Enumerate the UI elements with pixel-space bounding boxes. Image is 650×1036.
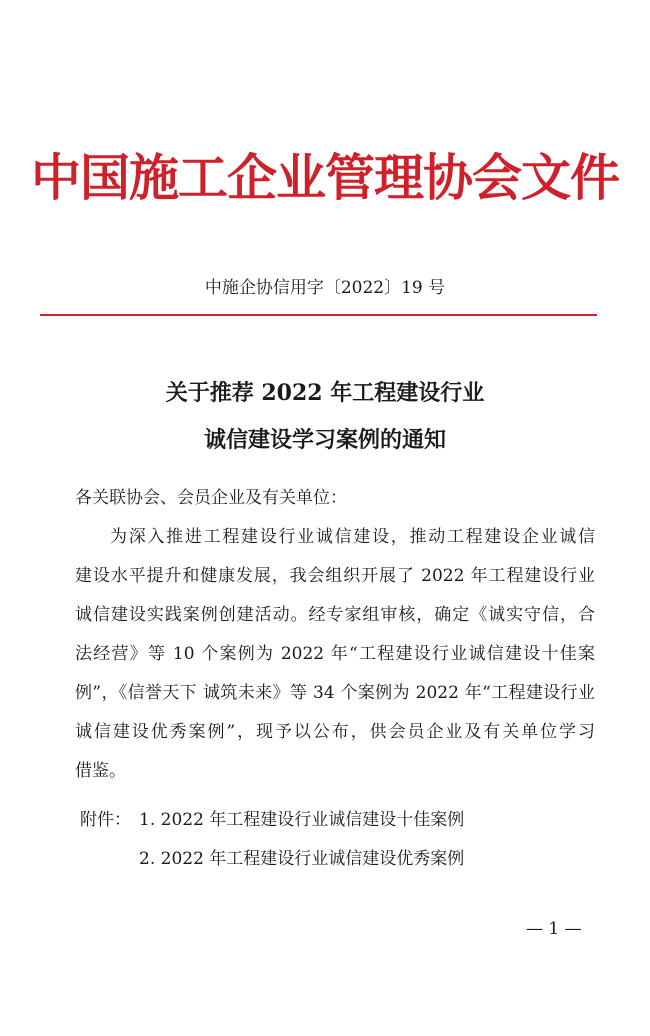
body-line: 建设水平提升和健康发展，我会组织开展了 2022 年工程建设行业 [75, 566, 595, 586]
notice-title-line-2: 诚信建设学习案例的通知 [203, 427, 446, 453]
body-line: 诚信建设优秀案例”，现予以公布，供会员企业及有关单位学习 [75, 722, 595, 742]
org-header: 中国施工企业管理协会文件 [31, 149, 619, 207]
body-line: 诚信建设实践案例创建活动。经专家组审核，确定《诚实守信，合 [75, 605, 595, 625]
doc-number: 中施企协信用字〔2022〕19 号 [204, 278, 446, 298]
red-divider [40, 314, 597, 316]
body-line: 借鉴。 [75, 761, 126, 781]
page-number: — 1 — [526, 919, 582, 939]
attachment-item: 2. 2022 年工程建设行业诚信建设优秀案例 [139, 849, 465, 869]
attachments-label: 附件： [80, 810, 131, 830]
body-line: 为深入推进工程建设行业诚信建设，推动工程建设企业诚信 [110, 527, 595, 547]
notice-title-line-1: 关于推荐 2022 年工程建设行业 [165, 380, 485, 406]
attachment-item: 1. 2022 年工程建设行业诚信建设十佳案例 [139, 810, 465, 830]
body-line: 例”，《信誉天下 诚筑未来》等 34 个案例为 2022 年“工程建设行业 [75, 683, 595, 703]
body-line: 法经营》等 10 个案例为 2022 年“工程建设行业诚信建设十佳案 [75, 644, 595, 664]
salutation: 各关联协会、会员企业及有关单位： [75, 488, 347, 508]
